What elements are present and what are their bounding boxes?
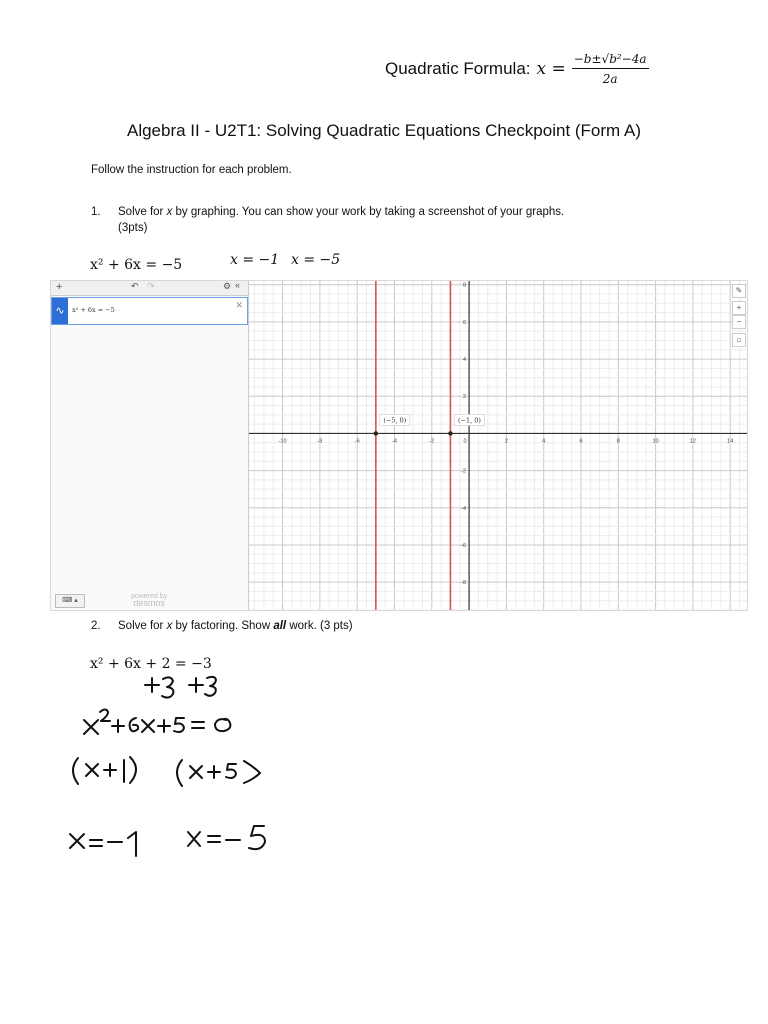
desmos-screenshot — [50, 280, 748, 611]
qf-fraction — [572, 52, 649, 86]
handwriting-line-3 — [73, 757, 260, 786]
zoom-out-button[interactable]: − — [732, 315, 746, 329]
y-tick-label: 2 — [463, 394, 467, 401]
collapse-icon[interactable]: « — [235, 280, 241, 290]
x-tick-label: -4 — [392, 438, 397, 445]
expression-text: x² + 6x = −5 — [72, 306, 115, 314]
add-icon[interactable]: + — [56, 281, 63, 293]
y-tick-label: -2 — [461, 468, 467, 475]
x-tick-label: 2 — [504, 438, 508, 445]
solution-point — [448, 431, 452, 435]
graph-icon: ∿ — [52, 298, 68, 324]
handwritten-work — [0, 660, 768, 880]
problem-2-all: all — [273, 620, 287, 632]
problem-1-text-a: Solve for — [118, 206, 167, 218]
gear-icon[interactable]: ⚙ — [223, 281, 232, 291]
keyboard-icon[interactable]: ⌨ ▴ — [55, 594, 85, 608]
problem-1-prompt — [91, 204, 671, 236]
x-tick-label: 10 — [652, 438, 659, 445]
answer-1: x = −1 — [230, 252, 280, 268]
logo-text: desmos — [133, 598, 165, 608]
problem-2-equation: x² + 6x + 2 = −3 — [90, 656, 212, 672]
problem-2-text-b: by factoring. Show — [172, 620, 274, 632]
qf-label: Quadratic Formula: — [385, 59, 531, 78]
undo-icon[interactable]: ↶ — [131, 281, 139, 291]
x-tick-label: 12 — [689, 438, 696, 445]
logo-small-text: powered by — [131, 593, 168, 600]
y-tick-label: 6 — [463, 319, 467, 326]
problem-2-number: 2. — [91, 620, 101, 632]
solution-point — [374, 431, 378, 435]
x-tick-label: 0 — [463, 438, 467, 445]
problem-2-var: x — [166, 620, 173, 632]
problem-1-text-b: by graphing. You can show your work by taking a screenshot of your graphs. — [172, 206, 565, 218]
grid — [249, 281, 747, 610]
qf-numerator: −b±√b²−4a — [572, 52, 649, 69]
x-tick-label: -10 — [278, 438, 287, 445]
close-icon[interactable]: ✕ — [235, 300, 243, 310]
problem-1-number: 1. — [91, 206, 101, 218]
y-tick-label: 4 — [463, 357, 467, 364]
qf-lhs: x = — [536, 59, 566, 79]
page-title: Algebra II - U2T1: Solving Quadratic Equations Checkpoint (Form A) — [126, 121, 641, 140]
y-tick-label: -4 — [461, 505, 467, 512]
point-label: (−5, 0) — [383, 416, 407, 425]
problem-1-points: (3pts) — [118, 222, 148, 234]
y-tick-label: -6 — [461, 542, 467, 549]
qf-denominator: 2a — [602, 72, 618, 86]
handwriting-line-4 — [70, 826, 265, 856]
problem-2-text — [118, 620, 353, 632]
problem-1-equation: x² + 6x = −5 — [90, 257, 183, 273]
answer-2: x = −5 — [291, 252, 341, 268]
handwriting-line-2 — [84, 710, 230, 735]
graph-canvas[interactable] — [249, 281, 747, 610]
problem-1-text — [118, 204, 671, 220]
x-tick-label: 4 — [542, 438, 546, 445]
home-icon[interactable]: ⌂ — [732, 333, 746, 347]
problem-2-prompt — [91, 620, 353, 632]
x-tick-label: 6 — [579, 438, 583, 445]
x-tick-label: 14 — [727, 438, 734, 445]
wrench-icon[interactable]: ✎ — [732, 284, 746, 298]
y-tick-label: 8 — [463, 282, 467, 289]
y-tick-label: -8 — [461, 580, 467, 587]
instructions: Follow the instruction for each problem. — [91, 164, 292, 176]
expression-row[interactable] — [51, 297, 248, 325]
points — [374, 414, 485, 435]
handwriting-line-1 — [145, 677, 216, 698]
problem-2-text-c: work. (3 pts) — [286, 620, 353, 632]
x-tick-label: 8 — [616, 438, 620, 445]
point-label: (−1, 0) — [457, 416, 481, 425]
panel-toolbar — [51, 281, 248, 296]
problem-1-var: x — [166, 206, 173, 218]
x-tick-label: -6 — [354, 438, 360, 445]
problem-2-text-a: Solve for — [118, 620, 167, 632]
quadratic-formula — [385, 52, 649, 86]
desmos-logo — [131, 593, 167, 607]
expression-panel — [51, 281, 249, 610]
redo-icon[interactable]: ↷ — [147, 281, 155, 291]
x-tick-label: -2 — [429, 438, 435, 445]
axes — [249, 281, 747, 610]
x-tick-label: -8 — [317, 438, 323, 445]
zoom-in-button[interactable]: + — [732, 301, 746, 315]
